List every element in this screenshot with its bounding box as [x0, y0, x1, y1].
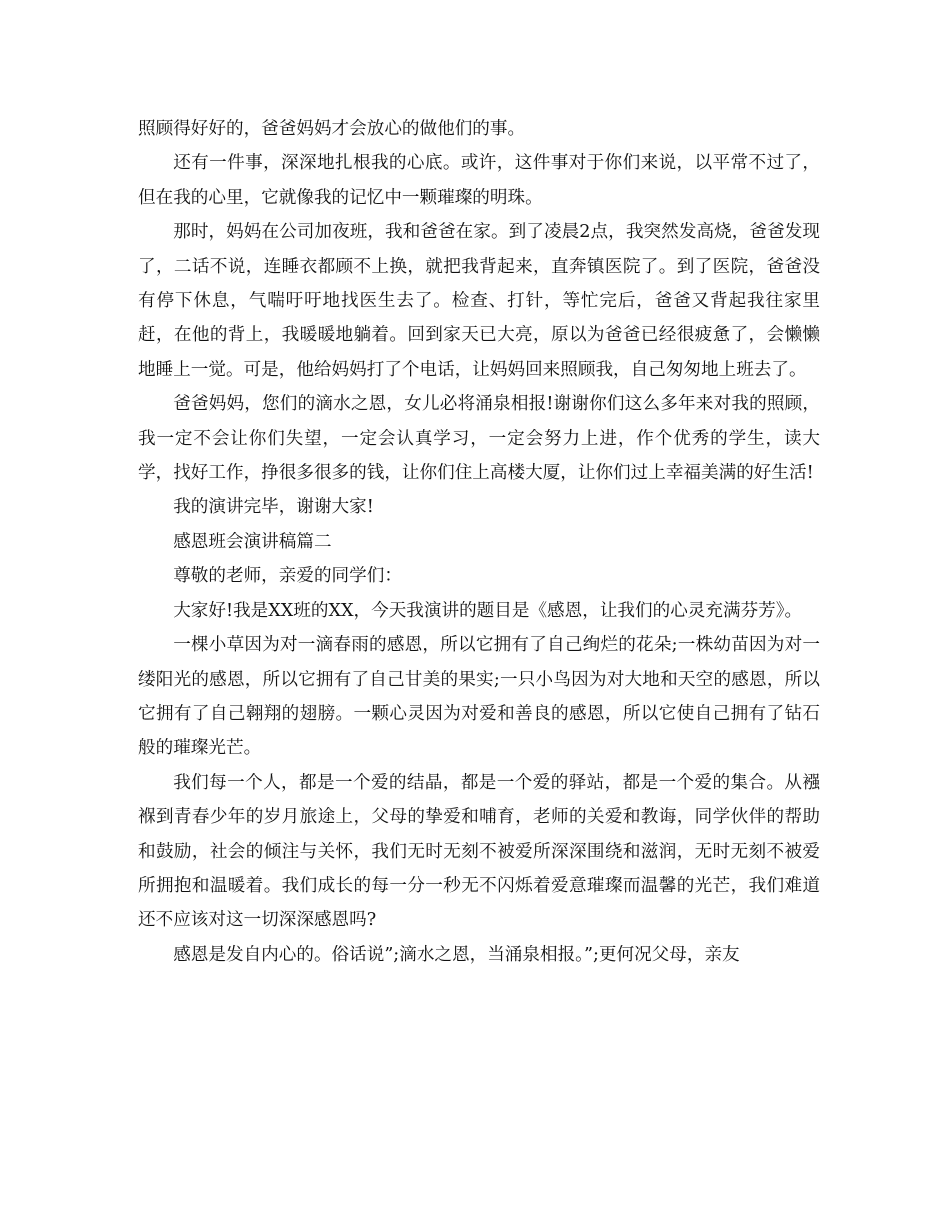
paragraph-memory: 还有一件事，深深地扎根我的心底。或许，这件事对于你们来说，以平常不过了，但在我的心里，它就像我的记忆中一颗璀璨的明珠。 — [138, 153, 820, 208]
paragraph-continued: 照顾得好好的，爸爸妈妈才会放心的做他们的事。 — [138, 119, 526, 139]
paragraph-salutation: 尊敬的老师，亲爱的同学们： — [173, 566, 402, 587]
paragraph-thanks-parents: 爸爸妈妈，您们的滴水之恩，女儿必将涌泉相报!谢谢你们这么多年来对我的照顾，我一定不会让你们失望，一定会认真学习，一定会努力上进，作个优秀的学生，读大学，找好工作，挣很多很多的钱，让你们住上高楼大厦，让你们过上幸福美满的好生活! — [138, 394, 820, 484]
section-title: 感恩班会演讲稿篇二 — [173, 531, 332, 552]
paragraph-fever-night: 那时，妈妈在公司加夜班，我和爸爸在家。到了凌晨2点，我突然发高烧，爸爸发现了，二话不说，连睡衣都顾不上换，就把我背起来，直奔镇医院了。到了医院，爸爸没有停下休息，气喘吁吁地找医生去了。检查、打针，等忙完后，爸爸又背起我往家里赶，在他的背上，我暖暖地躺着。回到家天已大亮，原以为爸爸已经很疲惫了，会懒懒地睡上一觉。可是，他给妈妈打了个电话，让妈妈回来照顾我，自己匆匆地上班去了。 — [138, 222, 820, 380]
document-body — [138, 112, 820, 972]
paragraph-introduction: 大家好!我是XX班的XX，今天我演讲的题目是《感恩，让我们的心灵充满芬芳》。 — [173, 600, 803, 621]
paragraph-speech-end: 我的演讲完毕，谢谢大家! — [173, 497, 374, 518]
paragraph-heart: 感恩是发自内心的。俗话说”;滴水之恩，当涌泉相报。”;更何况父母，亲友 — [173, 944, 740, 965]
paragraph-nature-gratitude: 一棵小草因为对一滴春雨的感恩，所以它拥有了自己绚烂的花朵;一株幼苗因为对一缕阳光的感恩，所以它拥有了自己甘美的果实;一只小鸟因为对大地和天空的感恩，所以它拥有了自己翱翔的翅膀。一颗心灵因为对爱和善良的感恩，所以它使自己拥有了钻石般的璀璨光芒。 — [138, 635, 820, 759]
paragraph-love: 我们每一个人，都是一个爱的结晶，都是一个爱的驿站，都是一个爱的集合。从襁褓到青春少年的岁月旅途上，父母的挚爱和哺育，老师的关爱和教诲，同学伙伴的帮助和鼓励，社会的倾注与关怀，我们无时无刻不被爱所深深围绕和滋润，无时无刻不被爱所拥抱和温暖着。我们成长的每一分一秒无不闪烁着爱意璀璨而温馨的光芒，我们难道还不应该对这一切深深感恩吗? — [138, 772, 820, 931]
